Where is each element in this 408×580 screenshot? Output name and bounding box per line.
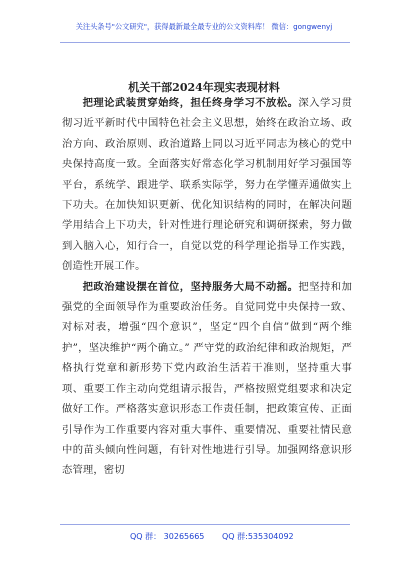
paragraph-1: [62, 93, 352, 277]
paragraph-2-text: 把坚持和加强党的全面领导作为重要政治任务。自觉同党中央保持一致、对标对表，增强“四个意识”，坚定“四个自信”做到“两个维护”，坚决维护“两个确立。” 严守党的政治纪律和政治规矩，严格执行党章和新形势下党内政治生活若干准则，坚持重大事项、重要工作主动向党组请示报告，严格按照党组要求和决定做好工作。严格落实意识形态工作责任制，把政策宣传、正面引导作为工作重要内容对重大事件、重要情况、重要社情民意中的苗头倾向性问题，有针对性地进行引导。加强网络意识形态管理，密切: [62, 280, 353, 477]
document-title: 机关干部2024年现实表现材料: [128, 81, 280, 94]
footer-divider: [60, 524, 350, 525]
header-divider: [60, 42, 350, 43]
footer-qq-group-1: QQ 群： 30265665: [130, 532, 205, 541]
paragraph-1-lead: 把理论武装贯穿始终，担任终身学习不放松。: [82, 97, 299, 109]
paragraph-1-text: 深入学习贯彻习近平新时代中国特色社会主义思想，始终在政治立场、政治方向、政治原则、政治道路上同以习近平同志为核心的党中央保持高度一致。全面落实好常态化学习机制用好学习强国等平台，系统学、跟进学、联系实际学，努力在学懂弄通做实上下功夫。在加快知识更新、优化知识结构的同时，在解决问题学用结合上下功夫，针对性进行理论研究和调研探索，努力做到入脑入心，知行合一，自觉以党的科学理论指导工作实践，创造性开展工作。: [62, 97, 353, 273]
document-body: [62, 93, 352, 481]
footer-qq-group-2: QQ 群:535304092: [222, 532, 294, 541]
paragraph-2: [62, 277, 352, 481]
page-header: 关注头条号"公文研究"，获得最新最全最专业的公文资料库！ 微信：gongwenyj: [75, 22, 333, 31]
paragraph-2-lead: 把政治建设摆在首位，坚持服务大局不动摇。: [82, 280, 299, 293]
